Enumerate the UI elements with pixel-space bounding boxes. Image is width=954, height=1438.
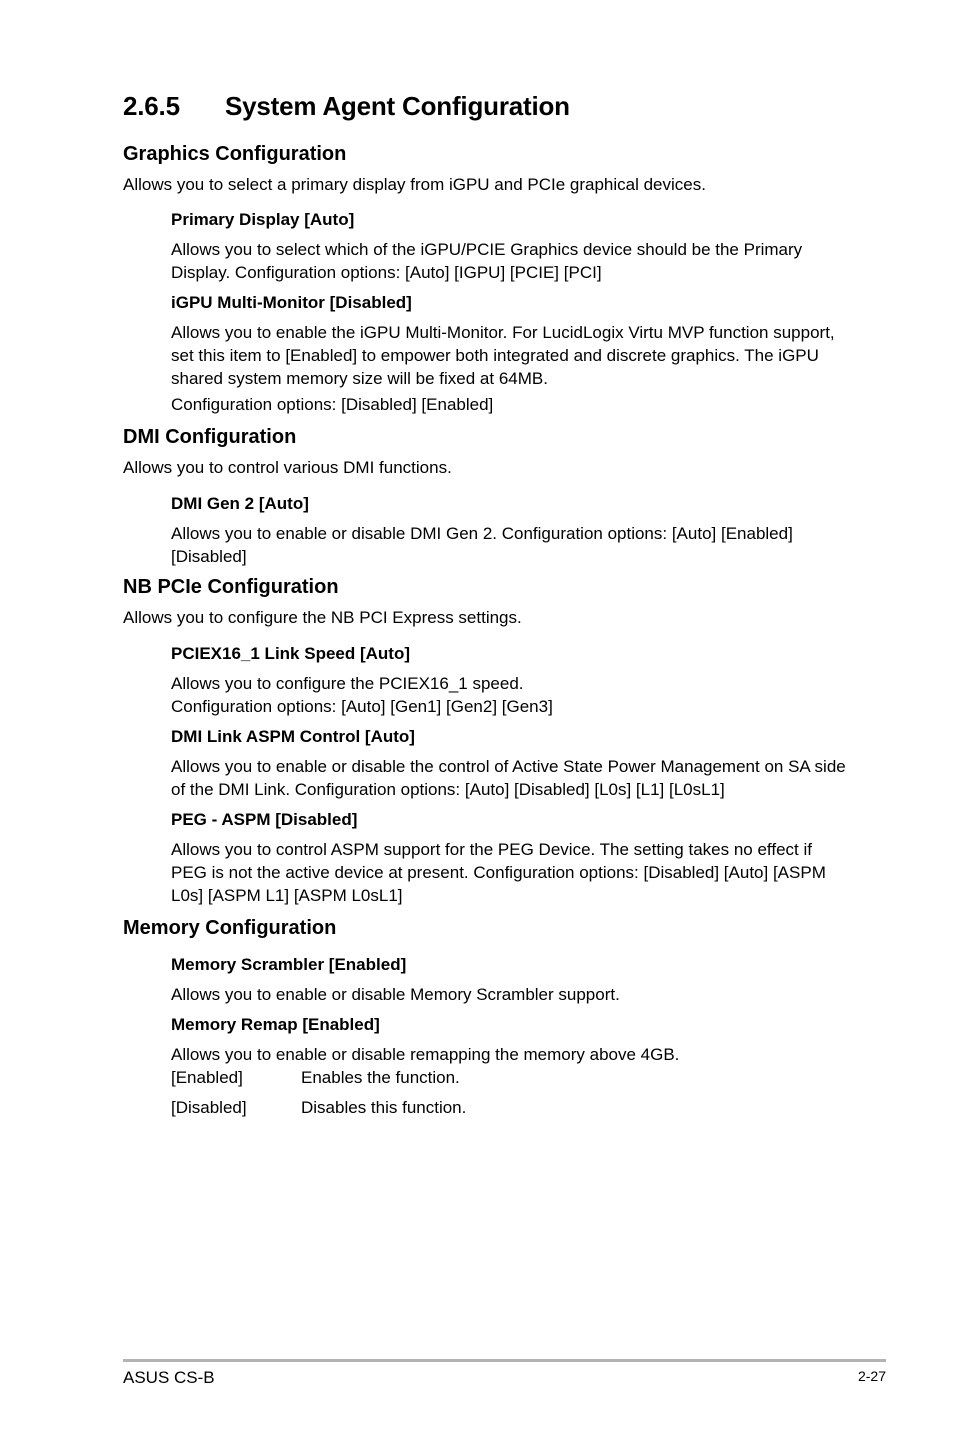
item-description: Allows you to enable the iGPU Multi-Monitor. For LucidLogix Virtu MVP function support, set this item to [Enabled] to empower both integrated and discrete graphics. The iGPU shared system memory size will be fixed at 64MB.	[171, 323, 835, 388]
item-config-options: Configuration options: [Auto] [Gen1] [Gen2] [Gen3]	[171, 697, 553, 716]
section-nb-pcie-configuration	[123, 574, 863, 907]
section-description: Allows you to configure the NB PCI Express settings.	[123, 608, 522, 627]
item-heading-dmi-link-aspm: DMI Link ASPM Control [Auto]	[171, 727, 415, 746]
option-key: [Disabled]	[171, 1098, 247, 1117]
footer-product-name: ASUS CS-B	[123, 1368, 215, 1387]
item-heading-igpu-multi-monitor: iGPU Multi-Monitor [Disabled]	[171, 293, 412, 312]
item-heading-memory-remap: Memory Remap [Enabled]	[171, 1015, 380, 1034]
item-description: Allows you to select which of the iGPU/PCIE Graphics device should be the Primary Display. Configuration options: [Auto] [IGPU] [PCIE] [PCI]	[171, 240, 803, 282]
item-description: Allows you to enable or disable DMI Gen 2. Configuration options: [Auto] [Enabled] [Disabled]	[171, 524, 793, 566]
item-description: Allows you to configure the PCIEX16_1 speed.	[171, 674, 524, 693]
option-row-enabled	[171, 1066, 863, 1089]
section-heading: NB PCIe Configuration	[123, 576, 339, 598]
option-value: Disables this function.	[301, 1098, 467, 1117]
item-description: Allows you to enable or disable remapping the memory above 4GB.	[171, 1045, 680, 1064]
section-number: 2.6.5	[123, 91, 180, 121]
section-description: Allows you to control various DMI functions.	[123, 458, 452, 477]
footer-page-number: 2-27	[857, 1368, 886, 1384]
item-heading-pciex16-link-speed: PCIEX16_1 Link Speed [Auto]	[171, 644, 410, 663]
section-heading: Graphics Configuration	[123, 143, 347, 165]
item-config-options: Configuration options: [Disabled] [Enabled]	[171, 395, 494, 414]
section-heading: DMI Configuration	[123, 426, 297, 448]
item-heading-memory-scrambler: Memory Scrambler [Enabled]	[171, 955, 407, 974]
content	[123, 141, 863, 1119]
footer-divider	[123, 1359, 886, 1362]
option-value: Enables the function.	[301, 1068, 460, 1087]
section-dmi-configuration	[123, 424, 863, 568]
item-description: Allows you to enable or disable Memory Scrambler support.	[171, 985, 620, 1004]
section-memory-configuration	[123, 915, 863, 1119]
section-graphics-configuration	[123, 141, 863, 416]
section-heading: Memory Configuration	[123, 917, 337, 939]
section-description: Allows you to select a primary display from iGPU and PCIe graphical devices.	[123, 175, 706, 194]
item-description: Allows you to control ASPM support for the PEG Device. The setting takes no effect if PEG is not the active device at present. Configuration options: [Disabled] [Auto] [ASPM L0s] [ASPM L1] [ASPM L0sL1]	[171, 840, 826, 905]
option-key: [Enabled]	[171, 1068, 243, 1087]
item-heading-dmi-gen2: DMI Gen 2 [Auto]	[171, 494, 309, 513]
item-description: Allows you to enable or disable the control of Active State Power Management on SA side of the DMI Link. Configuration options: [Auto] [Disabled] [L0s] [L1] [L0sL1]	[171, 757, 846, 799]
option-row-disabled	[171, 1096, 863, 1119]
item-heading-primary-display: Primary Display [Auto]	[171, 210, 355, 229]
item-heading-peg-aspm: PEG - ASPM [Disabled]	[171, 810, 358, 829]
page-title	[123, 91, 570, 122]
section-title-text: System Agent Configuration	[225, 91, 570, 121]
